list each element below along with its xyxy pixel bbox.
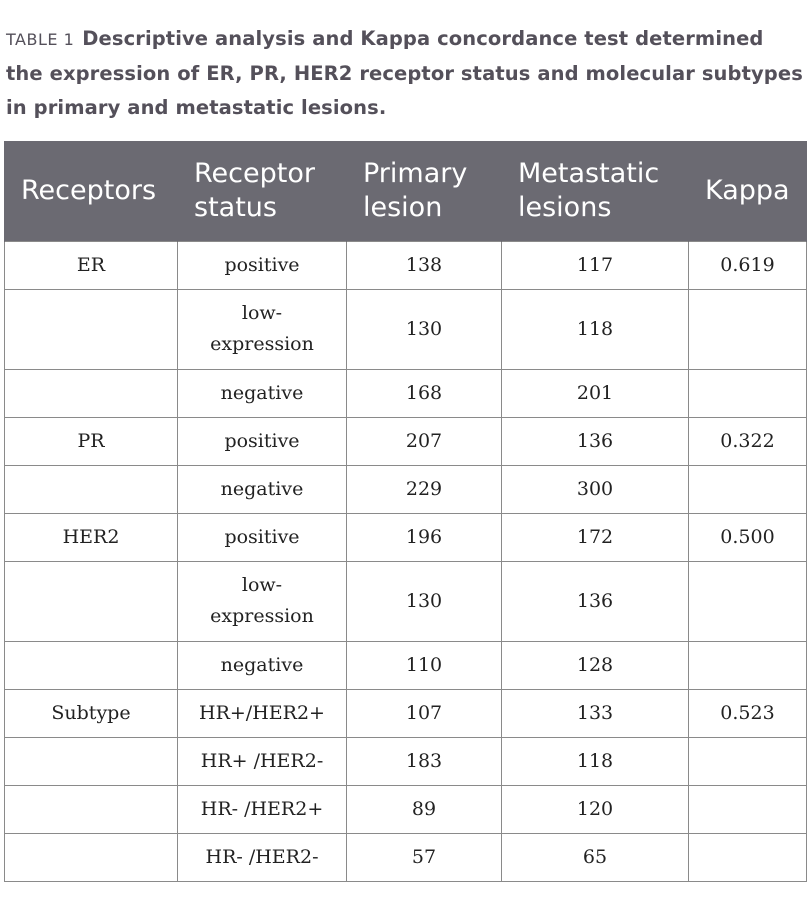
table-row bbox=[5, 465, 807, 513]
cell-status: HR- /HER2+ bbox=[178, 785, 347, 833]
header-receptors: Receptors bbox=[5, 141, 178, 241]
cell-receptor bbox=[5, 641, 178, 689]
cell-kappa bbox=[689, 833, 807, 881]
cell-kappa: 0.523 bbox=[689, 689, 807, 737]
cell-receptor bbox=[5, 369, 178, 417]
cell-primary: 183 bbox=[347, 737, 502, 785]
cell-receptor bbox=[5, 289, 178, 369]
cell-metastatic: 300 bbox=[502, 465, 689, 513]
table-row bbox=[5, 737, 807, 785]
cell-receptor bbox=[5, 561, 178, 641]
cell-status: negative bbox=[178, 369, 347, 417]
cell-receptor bbox=[5, 465, 178, 513]
cell-status: negative bbox=[178, 465, 347, 513]
cell-status: positive bbox=[178, 513, 347, 561]
cell-status: negative bbox=[178, 641, 347, 689]
cell-primary: 110 bbox=[347, 641, 502, 689]
cell-status: positive bbox=[178, 241, 347, 289]
cell-metastatic: 136 bbox=[502, 417, 689, 465]
header-primary-lesion: Primary lesion bbox=[347, 141, 502, 241]
cell-primary: 89 bbox=[347, 785, 502, 833]
cell-kappa: 0.322 bbox=[689, 417, 807, 465]
cell-kappa bbox=[689, 561, 807, 641]
cell-primary: 130 bbox=[347, 289, 502, 369]
cell-receptor: ER bbox=[5, 241, 178, 289]
cell-metastatic: 120 bbox=[502, 785, 689, 833]
cell-metastatic: 118 bbox=[502, 289, 689, 369]
cell-kappa bbox=[689, 641, 807, 689]
cell-receptor: HER2 bbox=[5, 513, 178, 561]
cell-status: HR- /HER2- bbox=[178, 833, 347, 881]
cell-status bbox=[178, 561, 347, 641]
cell-metastatic: 118 bbox=[502, 737, 689, 785]
table-row bbox=[5, 513, 807, 561]
cell-primary: 130 bbox=[347, 561, 502, 641]
cell-primary: 57 bbox=[347, 833, 502, 881]
cell-metastatic: 133 bbox=[502, 689, 689, 737]
cell-metastatic: 136 bbox=[502, 561, 689, 641]
table-row bbox=[5, 241, 807, 289]
table-row bbox=[5, 689, 807, 737]
table-caption bbox=[6, 22, 804, 125]
cell-kappa bbox=[689, 289, 807, 369]
cell-receptor bbox=[5, 737, 178, 785]
cell-status: positive bbox=[178, 417, 347, 465]
cell-status-text: low-expression bbox=[210, 574, 314, 627]
cell-metastatic: 117 bbox=[502, 241, 689, 289]
cell-status: HR+/HER2+ bbox=[178, 689, 347, 737]
table-row bbox=[5, 833, 807, 881]
cell-primary: 196 bbox=[347, 513, 502, 561]
cell-metastatic: 201 bbox=[502, 369, 689, 417]
cell-kappa: 0.500 bbox=[689, 513, 807, 561]
cell-metastatic: 65 bbox=[502, 833, 689, 881]
cell-metastatic: 128 bbox=[502, 641, 689, 689]
cell-primary: 168 bbox=[347, 369, 502, 417]
cell-kappa bbox=[689, 369, 807, 417]
cell-receptor: Subtype bbox=[5, 689, 178, 737]
table-row bbox=[5, 417, 807, 465]
cell-kappa bbox=[689, 737, 807, 785]
header-receptor-status: Receptor status bbox=[178, 141, 347, 241]
table-caption-label: TABLE 1 bbox=[6, 30, 75, 49]
cell-kappa bbox=[689, 465, 807, 513]
header-kappa: Kappa bbox=[689, 141, 807, 241]
cell-status bbox=[178, 289, 347, 369]
cell-receptor: PR bbox=[5, 417, 178, 465]
cell-kappa: 0.619 bbox=[689, 241, 807, 289]
cell-receptor bbox=[5, 833, 178, 881]
header-row bbox=[5, 141, 807, 241]
cell-primary: 207 bbox=[347, 417, 502, 465]
table-caption-text: Descriptive analysis and Kappa concordance test determined the expression of ER, PR, HER2 receptor status and molecular subtypes in primary and metastatic lesions. bbox=[6, 27, 803, 119]
table-row bbox=[5, 369, 807, 417]
cell-kappa bbox=[689, 785, 807, 833]
data-table bbox=[4, 141, 807, 882]
cell-status: HR+ /HER2- bbox=[178, 737, 347, 785]
header-metastatic-lesions: Metastatic lesions bbox=[502, 141, 689, 241]
cell-metastatic: 172 bbox=[502, 513, 689, 561]
table-row bbox=[5, 641, 807, 689]
cell-primary: 138 bbox=[347, 241, 502, 289]
cell-status-text: low-expression bbox=[210, 302, 314, 355]
cell-receptor bbox=[5, 785, 178, 833]
table-row bbox=[5, 289, 807, 369]
cell-primary: 229 bbox=[347, 465, 502, 513]
cell-primary: 107 bbox=[347, 689, 502, 737]
table-row bbox=[5, 561, 807, 641]
table-row bbox=[5, 785, 807, 833]
